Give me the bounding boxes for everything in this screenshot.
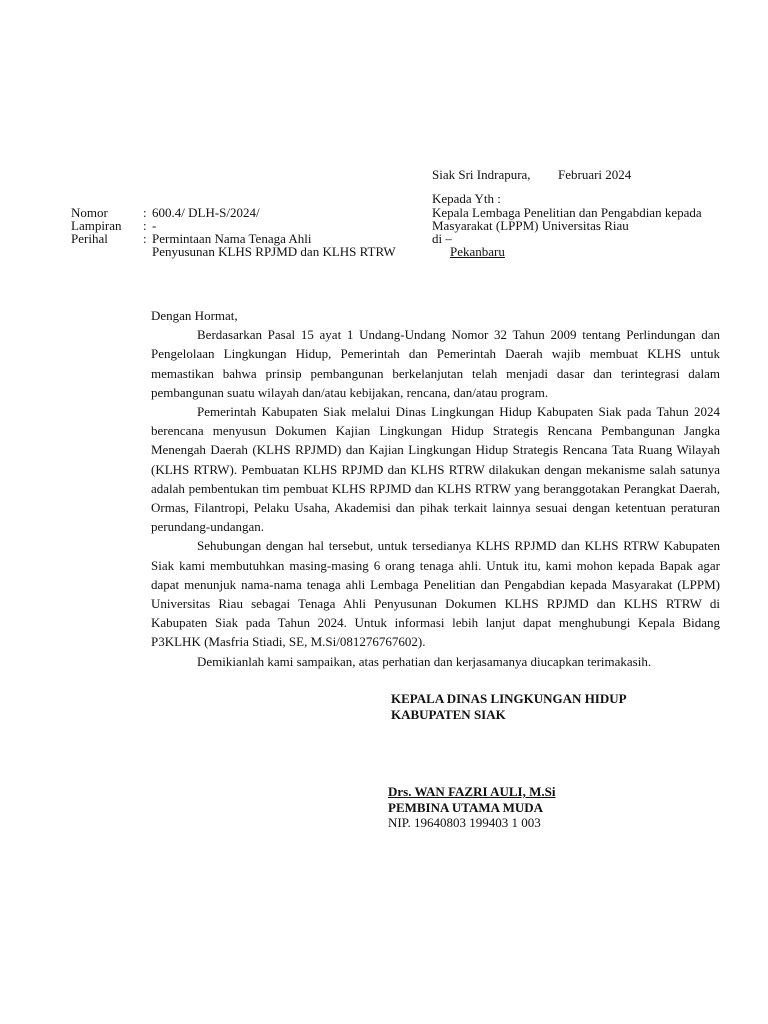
lampiran-label: Lampiran bbox=[71, 218, 122, 233]
greeting: Dengan Hormat, bbox=[151, 308, 238, 323]
lampiran-colon: : bbox=[143, 218, 147, 233]
recipient-salutation: Kepada Yth : bbox=[432, 191, 501, 206]
place-date bbox=[432, 167, 632, 182]
letter-body bbox=[151, 306, 720, 671]
recipient-di: di – bbox=[432, 231, 452, 246]
perihal-colon: : bbox=[143, 231, 147, 246]
paragraph-3: Sehubungan dengan hal tersebut, untuk tersedianya KLHS RPJMD dan KLHS RTRW Kabupaten Siak kami membutuhkan masing-masing 6 orang tenaga ahli. Untuk itu, kami mohon kepada Bapak agar dapat menunjuk nama-nama tenaga ahli Lembaga Penelitian dan Pengabdian kepada Masyarakat (LPPM) Universitas Riau sebagai Tenaga Ahli Penyusunan Dokumen KLHS RPJMD dan KLHS RTRW di Kabupaten Siak pada Tahun 2024. Untuk informasi lebih lanjut dapat menghubungi Kepala Bidang P3KLHK (Masfria Stiadi, SE, M.Si/081276767602). bbox=[151, 538, 720, 650]
signatory-rank: PEMBINA UTAMA MUDA bbox=[388, 799, 544, 815]
perihal-label: Perihal bbox=[71, 231, 108, 246]
perihal-row bbox=[0, 231, 420, 261]
signatory-nip: NIP. 19640803 199403 1 003 bbox=[388, 815, 541, 830]
lampiran-value: - bbox=[152, 218, 157, 233]
perihal-value-line1: Permintaan Nama Tenaga Ahli bbox=[152, 231, 312, 246]
recipient-line1: Kepala Lembaga Penelitian dan Pengabdian kepada bbox=[432, 205, 702, 220]
place-text: Siak Sri Indrapura, bbox=[432, 167, 531, 182]
signature-title-line2: KABUPATEN SIAK bbox=[391, 706, 506, 722]
signature-space bbox=[388, 722, 627, 784]
signature-block bbox=[388, 691, 627, 831]
nomor-value: 600.4/ DLH-S/2024/ bbox=[152, 205, 260, 220]
signatory-name: Drs. WAN FAZRI AULI, M.Si bbox=[388, 784, 556, 799]
signature-title-line1: KEPALA DINAS LINGKUNGAN HIDUP bbox=[391, 691, 627, 706]
nomor-colon: : bbox=[143, 205, 147, 220]
recipient-city: Pekanbaru bbox=[450, 244, 505, 259]
closing-paragraph: Demikianlah kami sampaikan, atas perhatian dan kerjasamanya diucapkan terimakasih. bbox=[197, 653, 652, 669]
paragraph-1: Berdasarkan Pasal 15 ayat 1 Undang-Undang Nomor 32 Tahun 2009 tentang Perlindungan dan Pengelolaan Lingkungan Hidup, Pemerintah dan Pemerintah Daerah wajib membuat KLHS untuk memastikan bahwa prinsip pembangunan berkelanjutan telah menjadi dasar dan terintegrasi dalam pembangunan suatu wilayah dan/atau kebijakan, rencana, dan/atau program. bbox=[151, 327, 720, 400]
paragraph-2: Pemerintah Kabupaten Siak melalui Dinas Lingkungan Hidup Kabupaten Siak pada Tahun 2024 berencana menyusun Dokumen Kajian Lingkungan Hidup Strategis Rencana Pembangunan Jangka Menengah Daerah (KLHS RPJMD) dan Kajian Lingkungan Hidup Strategis Rencana Tata Ruang Wilayah (KLHS RTRW). Pembuatan KLHS RPJMD dan KLHS RTRW dilakukan dengan mekanisme salah satunya adalah pembentukan tim pembuat KLHS RPJMD dan KLHS RTRW yang beranggotakan Perangkat Daerah, Ormas, Filantropi, Pelaku Usaha, Akademisi dan pihak terkait lainnya sesuai dengan ketentuan peraturan perundang-undangan. bbox=[151, 404, 720, 535]
date-text: Februari 2024 bbox=[558, 167, 632, 182]
recipient-line2: Masyarakat (LPPM) Universitas Riau bbox=[432, 218, 629, 233]
perihal-value-line2: Penyusunan KLHS RPJMD dan KLHS RTRW bbox=[152, 244, 396, 259]
nomor-label: Nomor bbox=[71, 205, 108, 220]
